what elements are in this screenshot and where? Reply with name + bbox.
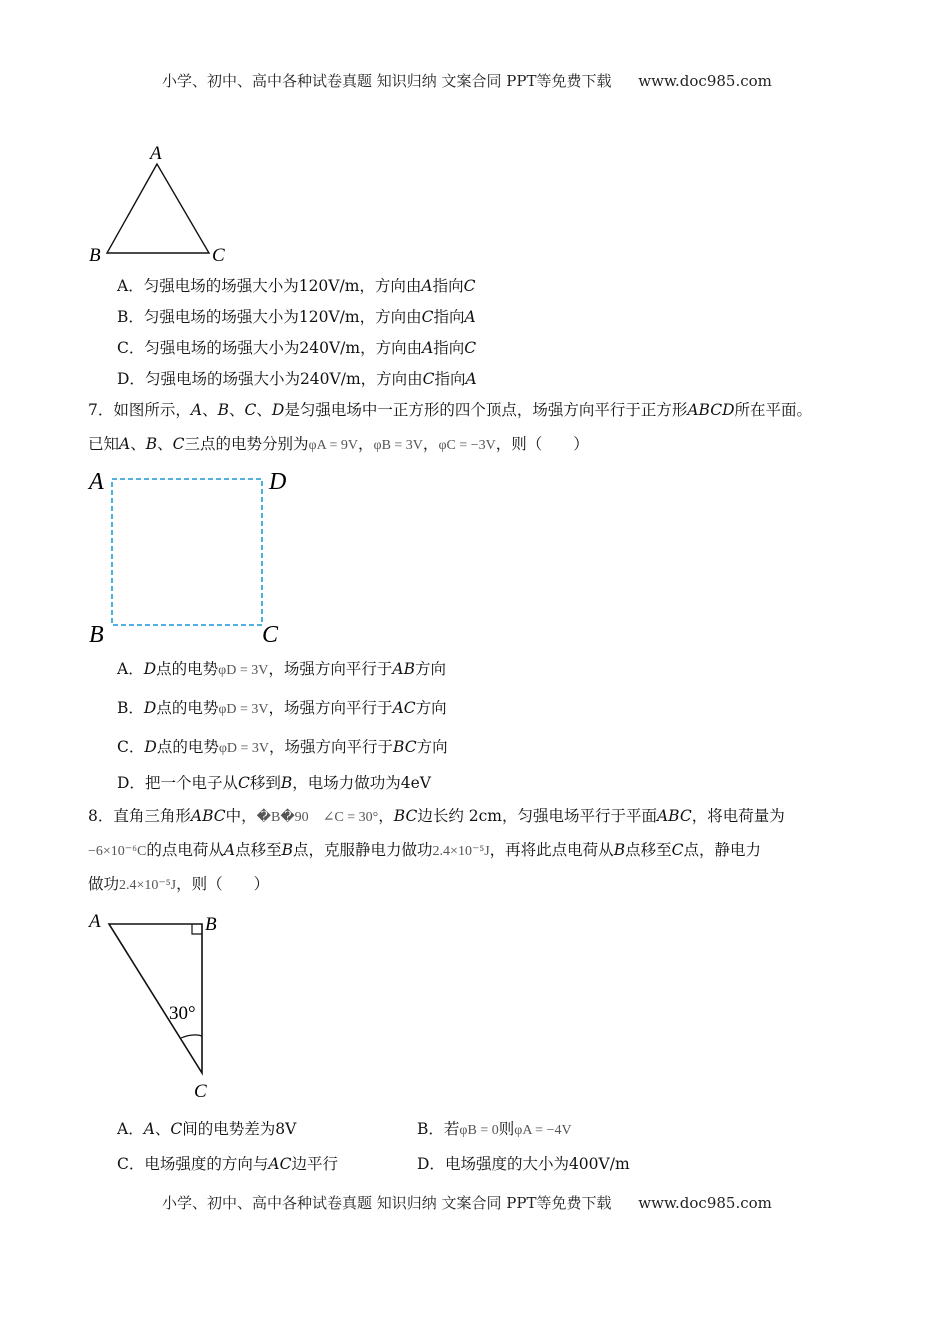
option-letter: A． — [117, 277, 144, 295]
text: 把一个电子从 — [144, 774, 238, 792]
option-to: A — [465, 370, 477, 388]
text: 则 — [498, 1120, 515, 1138]
option-letter: B． — [117, 308, 144, 326]
option-from: C — [421, 308, 434, 326]
option-text: 匀强电场的场强大小为120V/m，方向由 — [143, 277, 422, 295]
pt-c: C — [244, 401, 257, 419]
work1: 2.4×10⁻⁵J — [432, 844, 490, 859]
option-to: C — [463, 277, 476, 295]
q6-option-a[interactable] — [117, 276, 476, 296]
pt-a: A — [190, 401, 203, 419]
option-mid: 指向 — [433, 308, 465, 326]
text: 三点的电势分别为 — [184, 435, 309, 453]
text: 间的电势差为8V — [182, 1120, 297, 1138]
option-letter: D． — [417, 1155, 445, 1173]
dir: BC — [393, 738, 417, 756]
text: ，场强方向平行于 — [269, 738, 394, 756]
dir: AB — [392, 660, 415, 678]
text: 的点电荷从 — [146, 841, 224, 859]
text: ，则（ ） — [176, 875, 270, 893]
pt: D — [144, 738, 157, 756]
square-name: ABCD — [687, 401, 735, 419]
pt-b: B — [217, 401, 229, 419]
text: 方向 — [416, 738, 448, 756]
option-text: 匀强电场的场强大小为240V/m，方向由 — [144, 339, 423, 357]
sep: ， — [378, 807, 394, 825]
text: 电场强度的大小为400V/m — [444, 1155, 630, 1173]
pt-b: B — [613, 841, 626, 859]
text: 7．如图所示， — [88, 401, 191, 419]
triangle-label-b: B — [89, 245, 101, 266]
text: 移到 — [249, 774, 281, 792]
side-ac: AC — [268, 1155, 292, 1173]
text: 中， — [225, 807, 257, 825]
side-bc: BC — [393, 807, 418, 825]
pt: D — [143, 699, 157, 717]
text: 点的电势 — [156, 699, 219, 717]
text: ，场强方向平行于 — [268, 660, 393, 678]
triangle-figure — [85, 140, 235, 270]
sep: 、 — [228, 401, 245, 419]
angle-arc — [181, 1035, 202, 1038]
q6-option-b[interactable] — [117, 307, 476, 327]
text: 点移至 — [235, 841, 282, 859]
q8-option-c[interactable] — [117, 1154, 338, 1174]
square-label-a: A — [89, 469, 104, 495]
q7-option-c[interactable] — [117, 737, 448, 759]
q8-option-d[interactable] — [417, 1154, 630, 1174]
rt-label-a: A — [89, 911, 101, 932]
pt-from: C — [237, 774, 250, 792]
sep: 、 — [154, 1120, 171, 1138]
q6-option-c[interactable] — [117, 338, 476, 358]
pt-a: A — [223, 841, 236, 859]
option-letter: D． — [117, 774, 145, 792]
triangle-label-a: A — [150, 143, 162, 164]
square-figure — [85, 462, 295, 652]
text: 点的电势 — [156, 738, 219, 756]
right-triangle-shape — [109, 924, 202, 1073]
pt-c: C — [671, 841, 684, 859]
text: 8．直角三角形 — [88, 807, 191, 825]
option-to: C — [464, 339, 477, 357]
tri-name: ABC — [190, 807, 226, 825]
text: 方向 — [415, 699, 447, 717]
pt-to: B — [280, 774, 293, 792]
tri-name: ABC — [656, 807, 692, 825]
text: 边长约 2cm，匀强电场平行于平面 — [417, 807, 657, 825]
footer-url[interactable]: www.doc985.com — [638, 1194, 772, 1212]
text: 边平行 — [291, 1155, 338, 1173]
text: ，场强方向平行于 — [268, 699, 393, 717]
text: 是匀强电场中一正方形的四个顶点，场强方向平行于正方形 — [284, 401, 688, 419]
triangle-shape — [107, 164, 209, 253]
text: 方向 — [414, 660, 446, 678]
sep: 、 — [256, 401, 272, 419]
phi-b: φB = 0 — [459, 1123, 499, 1138]
triangle-label-c: C — [212, 245, 225, 266]
square-label-d: D — [269, 469, 287, 495]
text: 点，静电力 — [683, 841, 761, 859]
option-to: A — [464, 308, 476, 326]
sep: 、 — [130, 435, 146, 453]
phi-b: φB = 3V — [373, 438, 423, 453]
right-angle-mark — [192, 924, 202, 934]
text: 电场强度的方向与 — [144, 1155, 269, 1173]
q8-option-b[interactable] — [417, 1119, 572, 1141]
option-letter: A． — [117, 1120, 144, 1138]
q8-stem-line2 — [88, 840, 761, 862]
text: ，将电荷量为 — [691, 807, 785, 825]
phi-a: φA = 9V — [308, 438, 358, 453]
pt-a: A — [119, 435, 131, 453]
q8-stem-line3 — [88, 874, 269, 896]
text: 点的电势 — [156, 660, 219, 678]
pt: C — [170, 1120, 183, 1138]
phi-a: φA = −4V — [514, 1123, 572, 1138]
q7-option-b[interactable] — [117, 698, 447, 720]
rt-label-angle: 30° — [169, 1003, 196, 1024]
header-text: 小学、初中、高中各种试卷真题 知识归纳 文案合同 PPT等免费下载 — [162, 72, 612, 90]
option-letter: C． — [117, 738, 145, 756]
sep: ， — [422, 435, 439, 453]
q7-stem-line1 — [88, 400, 812, 420]
option-text: 匀强电场的场强大小为240V/m，方向由 — [144, 370, 423, 388]
text: 已知 — [88, 435, 120, 453]
option-letter: D． — [117, 370, 145, 388]
header-url[interactable]: www.doc985.com — [638, 72, 772, 90]
option-letter: C． — [117, 339, 145, 357]
pt-b: B — [281, 841, 294, 859]
q6-option-d[interactable] — [117, 369, 477, 389]
option-mid: 指向 — [432, 277, 464, 295]
text: 若 — [443, 1120, 460, 1138]
option-text: 匀强电场的场强大小为120V/m，方向由 — [143, 308, 422, 326]
angle-c: ∠C = 30° — [322, 810, 379, 825]
q7-option-d[interactable] — [117, 773, 431, 793]
rt-label-c: C — [194, 1081, 207, 1102]
dir: AC — [392, 699, 416, 717]
q8-option-a[interactable] — [117, 1119, 296, 1139]
pt-c: C — [172, 435, 185, 453]
text: ，电场力做功为4eV — [292, 774, 431, 792]
dashed-square — [112, 479, 262, 625]
option-mid: 指向 — [434, 370, 466, 388]
q8-stem-line1 — [88, 806, 785, 828]
garbled-glyph: �B�90 — [256, 810, 309, 825]
text: ，则（ ） — [495, 435, 589, 453]
pt: A — [143, 1120, 155, 1138]
phi: φD = 3V — [218, 741, 270, 756]
page-footer — [162, 1192, 772, 1213]
phi: φD = 3V — [218, 702, 269, 717]
q7-stem-line2 — [88, 434, 589, 456]
text: 点移至 — [625, 841, 672, 859]
footer-text: 小学、初中、高中各种试卷真题 知识归纳 文案合同 PPT等免费下载 — [162, 1194, 612, 1212]
option-letter: A． — [117, 660, 144, 678]
right-triangle-figure — [85, 905, 235, 1105]
option-letter: B． — [117, 699, 144, 717]
option-letter: C． — [117, 1155, 145, 1173]
sep: 、 — [157, 435, 173, 453]
rt-label-b: B — [205, 914, 217, 935]
text: ，再将此点电荷从 — [489, 841, 614, 859]
option-from: A — [422, 339, 434, 357]
text: 所在平面。 — [734, 401, 813, 419]
work2: 2.4×10⁻⁵J — [119, 878, 177, 893]
charge: −6×10⁻⁶C — [88, 844, 147, 859]
q7-option-a[interactable] — [117, 659, 446, 681]
phi-c: φC = −3V — [438, 438, 496, 453]
square-label-c: C — [262, 622, 279, 648]
pt-b: B — [145, 435, 158, 453]
sep: ， — [357, 435, 374, 453]
option-from: C — [422, 370, 435, 388]
pt: D — [143, 660, 157, 678]
square-label-b: B — [89, 622, 104, 648]
option-letter: B． — [417, 1120, 444, 1138]
option-from: A — [421, 277, 433, 295]
page-header — [162, 70, 772, 91]
sep: 、 — [202, 401, 218, 419]
text: 做功 — [88, 875, 120, 893]
pt-d: D — [271, 401, 285, 419]
text: 点，克服静电力做功 — [293, 841, 433, 859]
phi: φD = 3V — [218, 663, 269, 678]
option-mid: 指向 — [433, 339, 465, 357]
